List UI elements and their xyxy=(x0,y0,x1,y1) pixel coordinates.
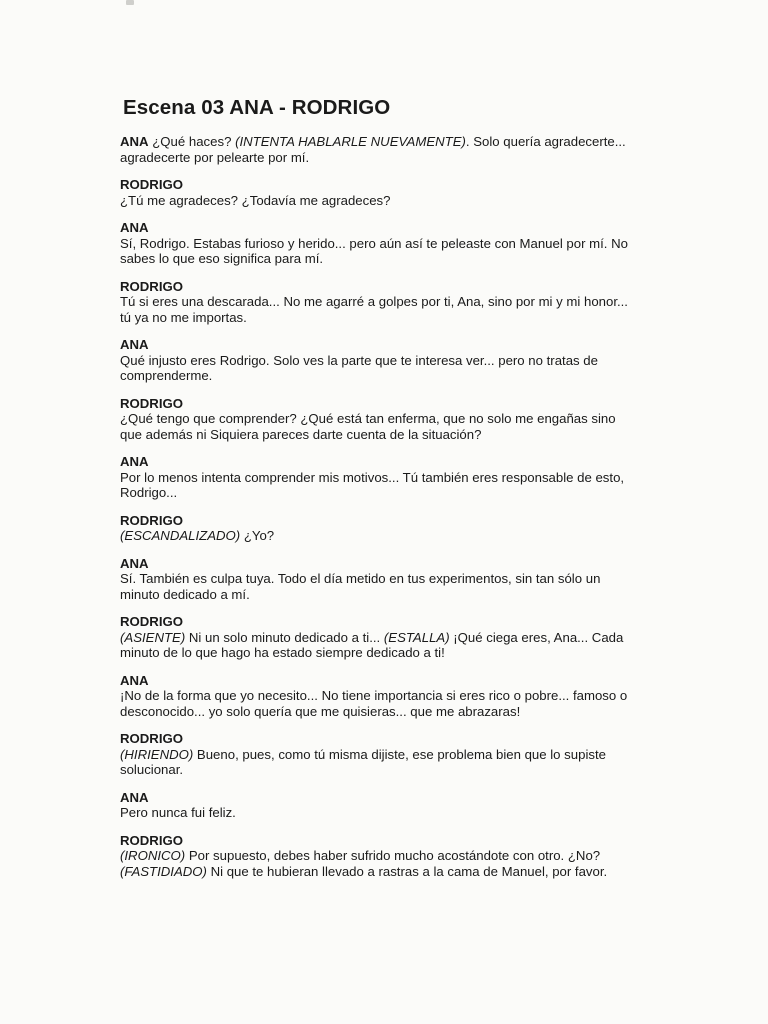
dialogue-line xyxy=(120,805,700,821)
speaker-name: ANA xyxy=(120,555,149,571)
speaker-name: ANA xyxy=(120,134,149,149)
dialogue-text: agradecerte por pelearte por mí. xyxy=(120,149,310,165)
dialogue-text: comprenderme. xyxy=(120,368,213,383)
dialogue-text: Tú si eres una descarada... No me agarré a golpes por ti, Ana, sino por mi y mi honor... xyxy=(120,294,628,309)
dialogue-text: Por lo menos intenta comprender mis motivos... Tú también eres responsable de esto, xyxy=(120,469,625,485)
dialogue-text: Bueno, pues, como tú misma dijiste, ese problema bien que lo supiste xyxy=(193,746,606,762)
scene-title: Escena 03 ANA - RODRIGO xyxy=(123,96,391,119)
dialogue-block xyxy=(120,790,700,821)
dialogue-line xyxy=(120,353,700,369)
dialogue-block xyxy=(120,513,700,544)
stage-direction: (ESCANDALIZADO) xyxy=(120,528,241,543)
dialogue-text: Sí. También es culpa tuya. Todo el día metido en tus experimentos, sin tan sólo un xyxy=(120,571,601,586)
dialogue-text: ¿Qué tengo que comprender? ¿Qué está tan enferma, que no solo me engañas sino xyxy=(120,411,616,426)
dialogue-line xyxy=(120,704,700,720)
speaker-name: ANA xyxy=(120,454,149,469)
dialogue-text: minuto dedicado a mí. xyxy=(120,586,250,602)
dialogue-text: tú ya no me importas. xyxy=(120,309,247,325)
speaker-name: RODRIGO xyxy=(120,614,184,629)
dialogue-text: minuto de lo que hago ha estado siempre dedicado a ti! xyxy=(120,645,445,660)
dialogue-line xyxy=(120,368,700,384)
dialogue-line xyxy=(120,193,700,209)
dialogue-line xyxy=(120,688,700,704)
dialogue-text: Qué injusto eres Rodrigo. Solo ves la parte que te interesa ver... pero no tratas de xyxy=(120,352,598,368)
dialogue-line xyxy=(120,747,700,763)
speaker-name: ANA xyxy=(120,337,149,352)
dialogue-text: Ni que te hubieran llevado a rastras a la cama de Manuel, por favor. xyxy=(206,863,608,879)
stage-direction: (ASIENTE) xyxy=(120,629,186,645)
speaker-name: ANA xyxy=(120,789,149,805)
speaker-name: RODRIGO xyxy=(120,395,184,411)
dialogue-text: desconocido... yo solo quería que me quisieras... que me abrazaras! xyxy=(120,703,521,719)
dialogue-block xyxy=(120,279,700,326)
dialogue-body xyxy=(120,134,700,879)
dialogue-block xyxy=(120,134,700,165)
dialogue-line xyxy=(120,236,700,252)
stage-direction: (INTENTA HABLARLE NUEVAMENTE) xyxy=(235,134,466,149)
dialogue-line xyxy=(120,587,700,603)
dialogue-line xyxy=(120,470,700,486)
dialogue-block xyxy=(120,614,700,661)
dialogue-block xyxy=(120,396,700,443)
dialogue-text: ¿Qué haces? xyxy=(148,134,236,149)
dialogue-text: solucionar. xyxy=(120,762,184,777)
speaker-name: RODRIGO xyxy=(120,177,184,192)
dialogue-block xyxy=(120,731,700,778)
dialogue-line xyxy=(120,485,700,501)
dialogue-text: . Solo quería agradecerte... xyxy=(465,134,626,149)
dialogue-block xyxy=(120,220,700,267)
stage-direction: (HIRIENDO) xyxy=(120,746,194,762)
dialogue-text: Pero nunca fui feliz. xyxy=(120,805,236,820)
scan-artifact xyxy=(126,0,134,5)
dialogue-text: Por supuesto, debes haber sufrido mucho acostándote con otro. ¿No? xyxy=(185,848,601,863)
dialogue-line xyxy=(120,134,700,150)
dialogue-text: ¿Tú me agradeces? ¿Todavía me agradeces? xyxy=(120,192,391,208)
dialogue-text: ¡Qué ciega eres, Ana... Cada xyxy=(449,629,624,645)
dialogue-text: Sí, Rodrigo. Estabas furioso y herido... pero aún así te peleaste con Manuel por mí. No xyxy=(120,235,628,251)
stage-direction: (FASTIDIADO) xyxy=(120,863,207,879)
stage-direction: (IRONICO) xyxy=(120,848,186,863)
dialogue-block xyxy=(120,556,700,603)
dialogue-text: ¡No de la forma que yo necesito... No tiene importancia si eres rico o pobre... famoso o xyxy=(120,688,628,703)
dialogue-text: Ni un solo minuto dedicado a ti... xyxy=(185,629,384,645)
speaker-name: ANA xyxy=(120,672,149,688)
dialogue-line xyxy=(120,411,700,427)
dialogue-line xyxy=(120,150,700,166)
dialogue-block xyxy=(120,177,700,208)
dialogue-block xyxy=(120,673,700,720)
dialogue-line xyxy=(120,528,700,544)
dialogue-line xyxy=(120,848,700,864)
dialogue-line xyxy=(120,427,700,443)
dialogue-text: ¿Yo? xyxy=(240,528,275,543)
speaker-name: RODRIGO xyxy=(120,278,184,294)
speaker-name: ANA xyxy=(120,220,149,235)
dialogue-line xyxy=(120,645,700,661)
dialogue-text: sabes lo que eso significa para mí. xyxy=(120,251,324,266)
dialogue-line xyxy=(120,571,700,587)
dialogue-block xyxy=(120,833,700,880)
dialogue-line xyxy=(120,630,700,646)
dialogue-block xyxy=(120,454,700,501)
stage-direction: (ESTALLA) xyxy=(383,629,450,645)
dialogue-text: Rodrigo... xyxy=(120,485,178,500)
dialogue-line xyxy=(120,294,700,310)
speaker-name: RODRIGO xyxy=(120,832,184,848)
dialogue-line xyxy=(120,762,700,778)
dialogue-line xyxy=(120,251,700,267)
speaker-name: RODRIGO xyxy=(120,512,184,528)
speaker-name: RODRIGO xyxy=(120,731,184,746)
dialogue-line xyxy=(120,864,700,880)
dialogue-block xyxy=(120,337,700,384)
dialogue-line xyxy=(120,310,700,326)
dialogue-text: que además ni Siquiera pareces darte cuenta de la situación? xyxy=(120,426,482,442)
